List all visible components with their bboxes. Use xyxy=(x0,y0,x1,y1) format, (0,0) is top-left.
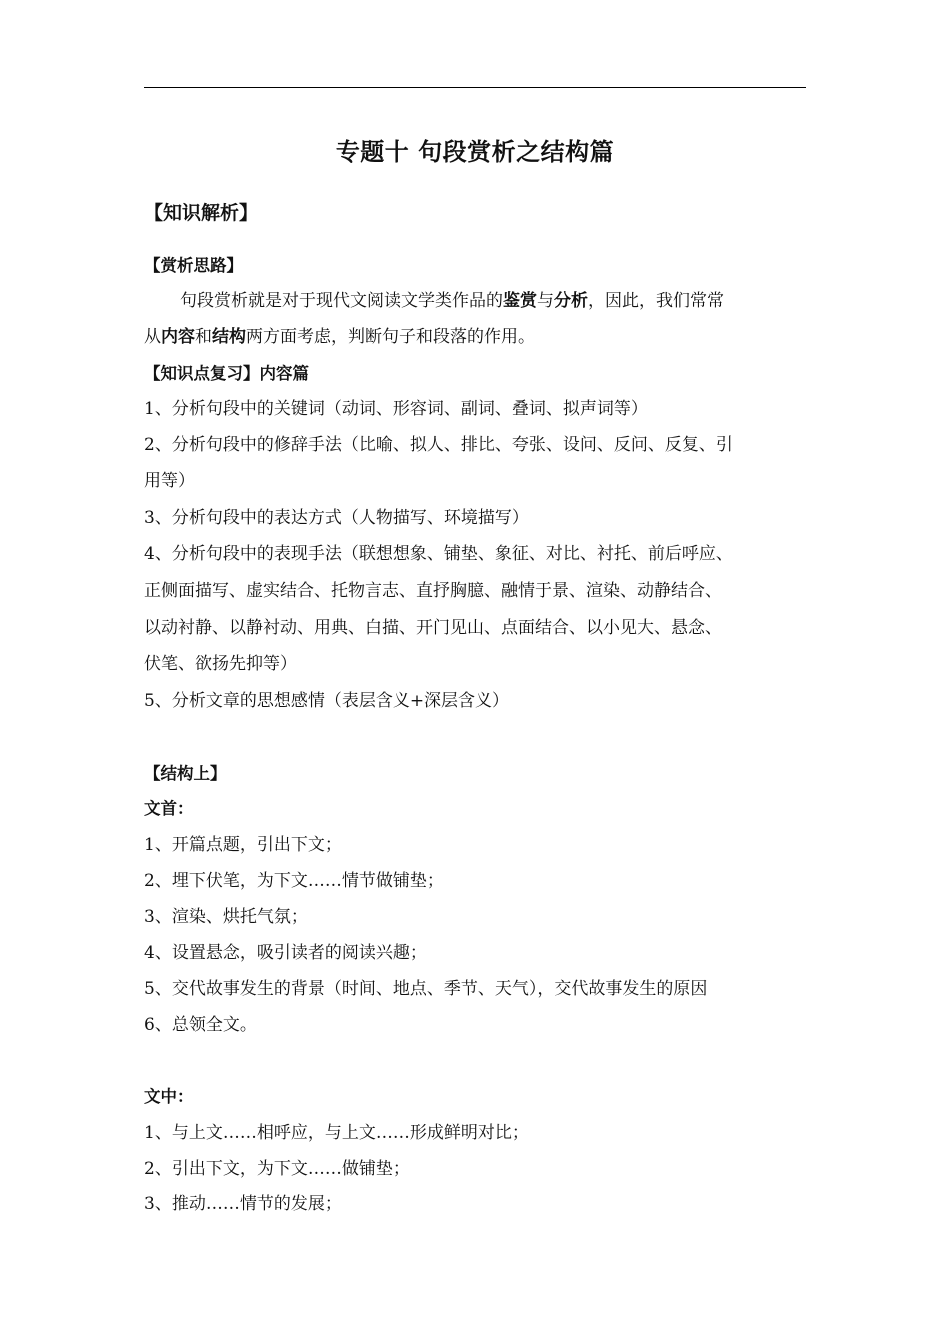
content-line: 伏笔、欲扬先抑等） xyxy=(144,654,297,674)
intro-bold-analysis: 分析 xyxy=(554,291,588,311)
middle-item: 1、与上文……相呼应，与上文……形成鲜明对比； xyxy=(144,1123,529,1143)
intro-bold-appreciation: 鉴赏 xyxy=(503,291,537,311)
review-heading: 【知识点复习】内容篇 xyxy=(144,364,309,383)
beginning-item: 2、埋下伏笔，为下文……情节做铺垫； xyxy=(144,871,444,891)
intro-bold-content: 内容 xyxy=(161,327,195,347)
content-line: 5、分析文章的思想感情（表层含义+深层含义） xyxy=(144,691,510,711)
intro-text: 从 xyxy=(144,327,161,347)
intro-text: 和 xyxy=(195,327,212,347)
content-line: 1、分析句段中的关键词（动词、形容词、副词、叠词、拟声词等） xyxy=(144,399,648,419)
structure-heading: 【结构上】 xyxy=(144,764,227,783)
content-line: 正侧面描写、虚实结合、托物言志、直抒胸臆、融情于景、渲染、动静结合、 xyxy=(144,581,722,601)
content-line: 3、分析句段中的表达方式（人物描写、环境描写） xyxy=(144,508,529,528)
intro-text: ，因此，我们常常 xyxy=(588,291,724,311)
section-heading-knowledge: 【知识解析】 xyxy=(144,202,259,224)
content-line: 2、分析句段中的修辞手法（比喻、拟人、排比、夸张、设问、反问、反复、引 xyxy=(144,435,733,455)
header-rule xyxy=(144,87,806,88)
middle-item: 3、推动……情节的发展； xyxy=(144,1194,342,1214)
beginning-item: 6、总领全文。 xyxy=(144,1015,257,1035)
appreciation-heading: 【赏析思路】 xyxy=(144,256,243,275)
beginning-item: 1、开篇点题，引出下文； xyxy=(144,835,342,855)
beginning-item: 4、设置悬念，吸引读者的阅读兴趣； xyxy=(144,943,427,963)
intro-paragraph-line-1 xyxy=(144,288,808,314)
intro-bold-structure: 结构 xyxy=(212,327,246,347)
content-line: 用等） xyxy=(144,471,195,491)
content-line: 以动衬静、以静衬动、用典、白描、开门见山、点面结合、以小见大、悬念、 xyxy=(144,618,722,638)
content-line: 4、分析句段中的表现手法（联想想象、铺垫、象征、对比、衬托、前后呼应、 xyxy=(144,544,733,564)
intro-text: 句段赏析就是对于现代文阅读文学类作品的 xyxy=(180,291,503,311)
beginning-heading: 文首： xyxy=(144,799,194,818)
beginning-item: 3、渲染、烘托气氛； xyxy=(144,907,308,927)
middle-item: 2、引出下文，为下文……做铺垫； xyxy=(144,1159,410,1179)
intro-text: 两方面考虑，判断句子和段落的作用。 xyxy=(246,327,535,347)
middle-heading: 文中： xyxy=(144,1087,194,1106)
page-title: 专题十 句段赏析之结构篇 xyxy=(335,138,615,166)
beginning-item: 5、交代故事发生的背景（时间、地点、季节、天气），交代故事发生的原因 xyxy=(144,979,708,999)
intro-text: 与 xyxy=(537,291,554,311)
intro-paragraph-line-2 xyxy=(144,324,808,350)
